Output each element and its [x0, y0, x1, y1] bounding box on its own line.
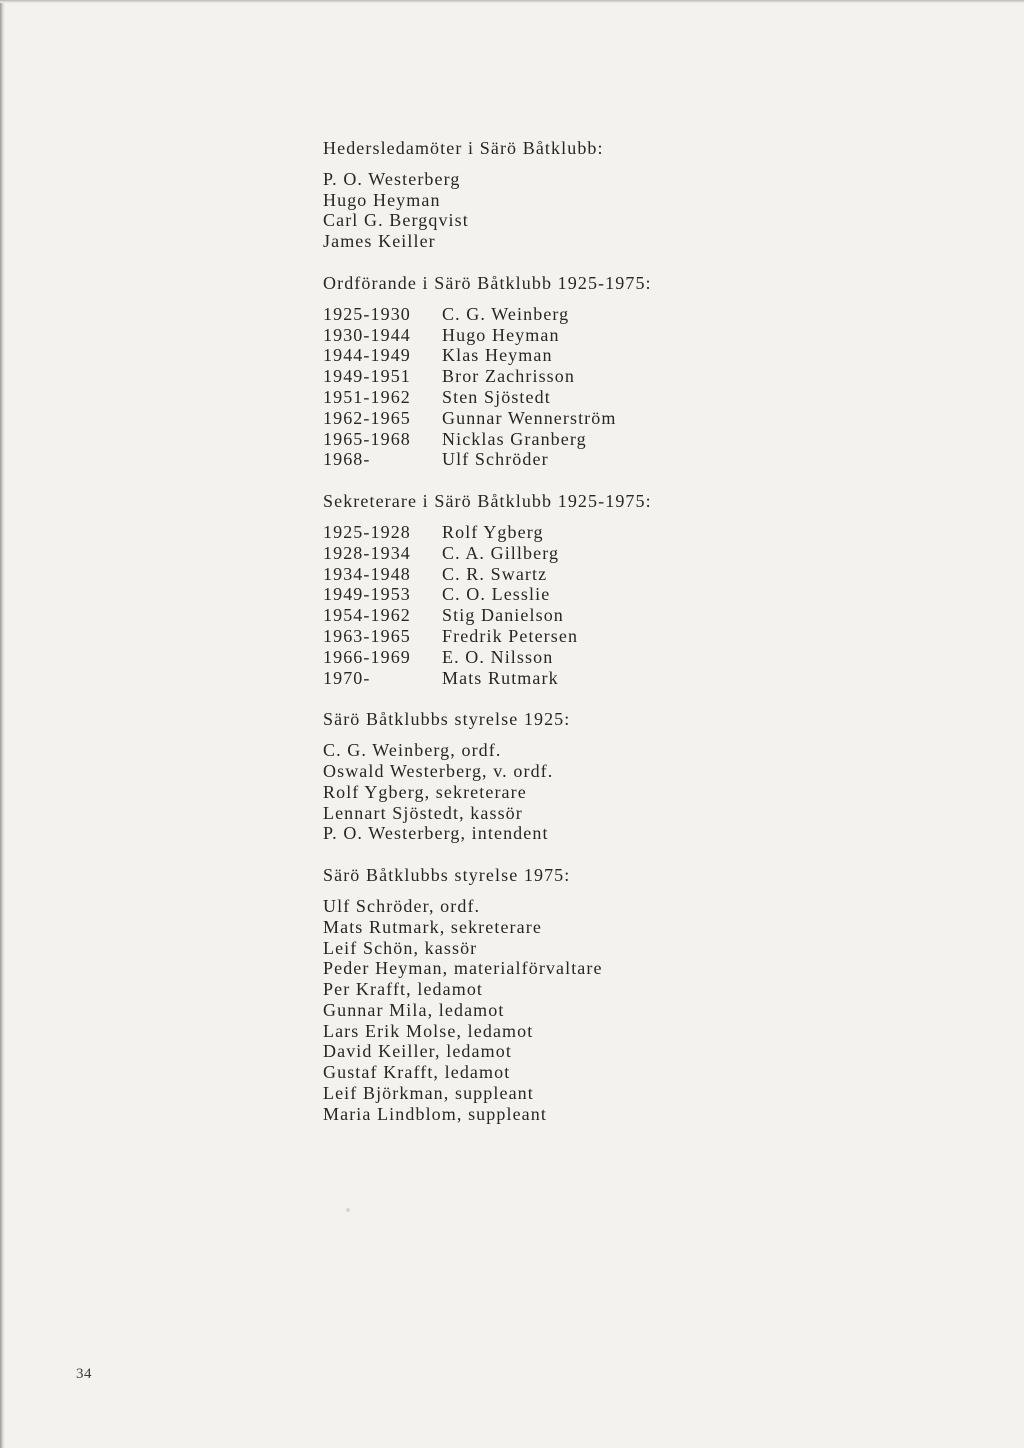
honorary-members-section: [323, 138, 883, 252]
term-period: 1962-1965: [323, 407, 411, 428]
board-member: Peder Heyman, materialförvaltare: [323, 958, 603, 979]
board-1975-list: [323, 896, 883, 1125]
secretary-entry: [323, 584, 883, 605]
chairmen-section: [323, 273, 883, 470]
chairman-entry: [323, 387, 883, 408]
chairmen-heading: Ordförande i Särö Båtklubb 1925-1975:: [323, 272, 652, 293]
term-period: 1928-1934: [323, 542, 411, 563]
board-member: Lennart Sjöstedt, kassör: [323, 802, 523, 823]
person-name: Ulf Schröder: [442, 449, 549, 470]
person-name: C. G. Weinberg: [442, 303, 570, 324]
board-1925-heading: Särö Båtklubbs styrelse 1925:: [323, 709, 571, 730]
term-period: 1944-1949: [323, 345, 411, 366]
board-1975-section: [323, 865, 883, 1125]
term-period: 1968-: [323, 449, 371, 470]
chairman-entry: [323, 429, 883, 450]
secretaries-list: [323, 522, 883, 688]
chairman-entry: [323, 345, 883, 366]
person-name: E. O. Nilsson: [442, 646, 554, 667]
honorary-member: Carl G. Bergqvist: [323, 210, 469, 231]
board-member: Lars Erik Molse, ledamot: [323, 1020, 534, 1041]
chairmen-list: [323, 304, 883, 470]
page-edge-shadow: [0, 0, 5, 1448]
page-number: 34: [76, 1366, 92, 1382]
board-member: Per Krafft, ledamot: [323, 979, 484, 1000]
secretary-entry: [323, 543, 883, 564]
term-period: 1925-1930: [323, 303, 411, 324]
person-name: Nicklas Granberg: [442, 428, 587, 449]
secretaries-heading: Sekreterare i Särö Båtklubb 1925-1975:: [323, 491, 652, 512]
secretary-entry: [323, 647, 883, 668]
secretary-entry: [323, 522, 883, 543]
paper-speck: [346, 1208, 350, 1212]
person-name: Gunnar Wennerström: [442, 407, 617, 428]
honorary-member: James Keiller: [323, 231, 436, 252]
term-period: 1965-1968: [323, 428, 411, 449]
term-period: 1966-1969: [323, 646, 411, 667]
person-name: Fredrik Petersen: [442, 625, 579, 646]
board-member: Rolf Ygberg, sekreterare: [323, 781, 527, 802]
board-member: Ulf Schröder, ordf.: [323, 895, 481, 916]
person-name: Sten Sjöstedt: [442, 386, 551, 407]
board-member: P. O. Westerberg, intendent: [323, 823, 549, 844]
person-name: Hugo Heyman: [442, 324, 560, 345]
chairman-entry: [323, 408, 883, 429]
secretary-entry: [323, 626, 883, 647]
person-name: Mats Rutmark: [442, 667, 559, 688]
board-member: Mats Rutmark, sekreterare: [323, 916, 542, 937]
honorary-member: Hugo Heyman: [323, 189, 441, 210]
honorary-members-heading: Hedersledamöter i Särö Båtklubb:: [323, 138, 604, 158]
term-period: 1934-1948: [323, 563, 411, 584]
board-member: David Keiller, ledamot: [323, 1041, 512, 1062]
term-period: 1925-1928: [323, 521, 411, 542]
honorary-members-list: [323, 169, 883, 252]
term-period: 1949-1953: [323, 584, 411, 605]
board-1925-list: [323, 740, 883, 844]
board-1975-heading: Särö Båtklubbs styrelse 1975:: [323, 865, 571, 886]
page-top-edge: [0, 0, 1024, 3]
board-member: Maria Lindblom, suppleant: [323, 1103, 547, 1124]
board-member: C. G. Weinberg, ordf.: [323, 740, 502, 761]
term-period: 1949-1951: [323, 366, 411, 387]
page-content: [323, 138, 883, 1146]
chairman-entry: [323, 325, 883, 346]
person-name: C. A. Gillberg: [442, 542, 560, 563]
term-period: 1951-1962: [323, 386, 411, 407]
chairman-entry: [323, 449, 883, 470]
secretary-entry: [323, 668, 883, 689]
board-member: Gustaf Krafft, ledamot: [323, 1062, 511, 1083]
person-name: Stig Danielson: [442, 605, 564, 626]
board-member: Oswald Westerberg, v. ordf.: [323, 760, 554, 781]
person-name: Klas Heyman: [442, 345, 553, 366]
board-1925-section: [323, 709, 883, 844]
chairman-entry: [323, 366, 883, 387]
term-period: 1930-1944: [323, 324, 411, 345]
board-member: Gunnar Mila, ledamot: [323, 999, 505, 1020]
secretary-entry: [323, 605, 883, 626]
person-name: C. R. Swartz: [442, 563, 548, 584]
term-period: 1970-: [323, 667, 371, 688]
secretary-entry: [323, 564, 883, 585]
term-period: 1963-1965: [323, 625, 411, 646]
person-name: C. O. Lesslie: [442, 584, 551, 605]
person-name: Bror Zachrisson: [442, 366, 575, 387]
board-member: Leif Björkman, suppleant: [323, 1083, 534, 1104]
term-period: 1954-1962: [323, 605, 411, 626]
chairman-entry: [323, 304, 883, 325]
honorary-member: P. O. Westerberg: [323, 168, 461, 189]
board-member: Leif Schön, kassör: [323, 937, 478, 958]
person-name: Rolf Ygberg: [442, 521, 544, 542]
secretaries-section: [323, 491, 883, 688]
